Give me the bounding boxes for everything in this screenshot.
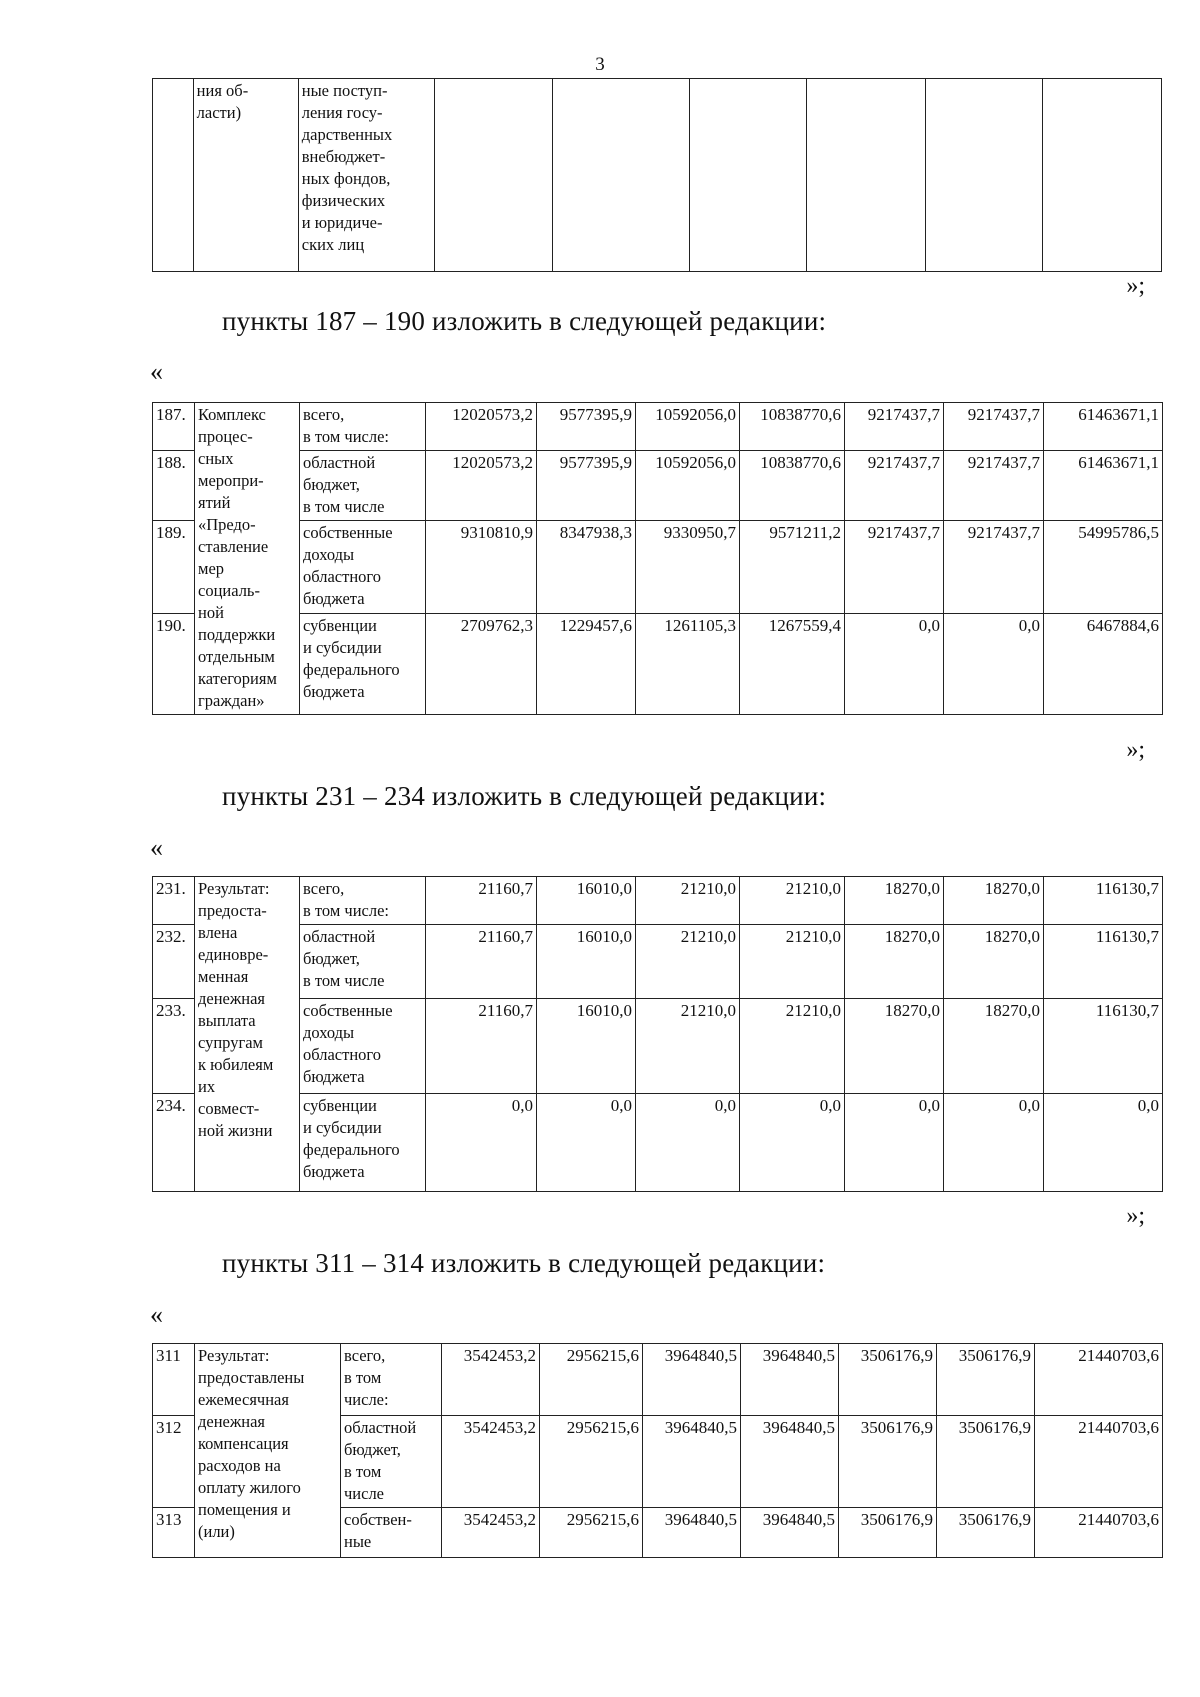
- text-line: в том: [344, 1368, 382, 1387]
- text-line: влена: [198, 923, 238, 942]
- row-index: 234.: [153, 1094, 195, 1192]
- value-cell: 1267559,4: [740, 614, 845, 715]
- text-line: меропри-: [198, 471, 264, 490]
- text-line: оплату жилого: [198, 1478, 301, 1497]
- value-cell: 0,0: [537, 1094, 636, 1192]
- value-cell: 16010,0: [537, 877, 636, 925]
- text-line: областного: [303, 567, 382, 586]
- text-line: процес-: [198, 427, 253, 446]
- value-cell: 3964840,5: [741, 1344, 839, 1416]
- value-cell: 16010,0: [537, 925, 636, 999]
- row-label: [341, 1344, 442, 1416]
- text-line: предоста-: [198, 901, 267, 920]
- value-cell: 3964840,5: [643, 1508, 741, 1558]
- text-line: федерального: [303, 660, 400, 679]
- value-cell: 9217437,7: [944, 451, 1044, 521]
- value-cell: 18270,0: [944, 877, 1044, 925]
- text-line: бюджета: [303, 589, 365, 608]
- text-line: компенсация: [198, 1434, 289, 1453]
- value-cell: 21210,0: [636, 925, 740, 999]
- value-cell: 9217437,7: [845, 403, 944, 451]
- text-line: внебюджет-: [301, 147, 386, 166]
- text-line: областного: [303, 1045, 382, 1064]
- closing-quote: »;: [1126, 1203, 1145, 1229]
- section-heading-231-234: пункты 231 – 234 изложить в следующей редакции:: [222, 781, 827, 811]
- value-cell: 9577395,9: [537, 451, 636, 521]
- value-cell: 3964840,5: [643, 1416, 741, 1508]
- value-cell: 21210,0: [740, 925, 845, 999]
- value-cell: 3506176,9: [839, 1416, 937, 1508]
- value-cell: 18270,0: [845, 925, 944, 999]
- value-cell: 21160,7: [426, 999, 537, 1094]
- text-line: ласти): [196, 103, 242, 122]
- value-cell: 10592056,0: [636, 451, 740, 521]
- value-cell: 1229457,6: [537, 614, 636, 715]
- text-line: «Предо-: [198, 515, 256, 534]
- row-description: [195, 1344, 341, 1558]
- value-cell: 3542453,2: [442, 1508, 540, 1558]
- text-line: предоставлены: [198, 1368, 305, 1387]
- text-line: поддержки: [198, 625, 276, 644]
- text-line: бюджета: [303, 1162, 365, 1181]
- top-receipts-cell: [298, 79, 435, 272]
- row-label: [341, 1416, 442, 1508]
- value-cell: 116130,7: [1044, 999, 1163, 1094]
- text-line: менная: [198, 967, 249, 986]
- text-line: собствен-: [344, 1510, 412, 1529]
- value-cell: 16010,0: [537, 999, 636, 1094]
- value-cell: 18270,0: [944, 925, 1044, 999]
- value-cell: 6467884,6: [1044, 614, 1163, 715]
- top-region-cell: [193, 79, 298, 272]
- text-line: социаль-: [198, 581, 260, 600]
- row-index: 312: [153, 1416, 195, 1508]
- value-cell: 2709762,3: [426, 614, 537, 715]
- opening-quote: «: [150, 357, 163, 386]
- row-label: [341, 1508, 442, 1558]
- text-line: в том числе:: [303, 427, 390, 446]
- top-empty-cell: [153, 79, 194, 272]
- top-continuation-table: [152, 78, 1162, 272]
- text-line: мер: [198, 559, 225, 578]
- value-cell: 3964840,5: [741, 1508, 839, 1558]
- value-cell: 9217437,7: [944, 403, 1044, 451]
- value-cell: 3542453,2: [442, 1416, 540, 1508]
- text-line: числе: [344, 1484, 385, 1503]
- text-line: бюджета: [303, 682, 365, 701]
- value-cell: 12020573,2: [426, 451, 537, 521]
- row-index: 311: [153, 1344, 195, 1416]
- text-line: (или): [198, 1522, 235, 1541]
- value-cell: 116130,7: [1044, 925, 1163, 999]
- text-line: Результат:: [198, 1346, 270, 1365]
- text-line: Комплекс: [198, 405, 266, 424]
- row-index: 189.: [153, 521, 195, 614]
- value-cell: 21210,0: [636, 999, 740, 1094]
- text-line: физических: [301, 191, 386, 210]
- section-heading-187-190: пункты 187 – 190 изложить в следующей редакции:: [222, 306, 827, 336]
- value-cell: 8347938,3: [537, 521, 636, 614]
- section-heading-311-314: пункты 311 – 314 изложить в следующей редакции:: [222, 1248, 826, 1278]
- closing-quote: »;: [1126, 273, 1145, 299]
- text-line: субвенции: [303, 1096, 377, 1115]
- value-cell: 3506176,9: [839, 1344, 937, 1416]
- value-cell: 3964840,5: [643, 1344, 741, 1416]
- value-cell: 12020573,2: [426, 403, 537, 451]
- value-cell: 10838770,6: [740, 403, 845, 451]
- text-line: ные поступ-: [301, 81, 388, 100]
- row-index: 233.: [153, 999, 195, 1094]
- text-line: собственные: [303, 1001, 393, 1020]
- top-empty-cell: [807, 79, 926, 272]
- value-cell: 9330950,7: [636, 521, 740, 614]
- page-number: 3: [595, 54, 605, 75]
- text-line: областной: [303, 453, 376, 472]
- text-line: ления госу-: [301, 103, 383, 122]
- text-line: граждан»: [198, 691, 265, 710]
- text-line: денежная: [198, 989, 266, 1008]
- top-empty-cell: [1043, 79, 1162, 272]
- value-cell: 0,0: [845, 1094, 944, 1192]
- value-cell: 2956215,6: [540, 1344, 643, 1416]
- value-cell: 9571211,2: [740, 521, 845, 614]
- text-line: сных: [198, 449, 234, 468]
- value-cell: 0,0: [845, 614, 944, 715]
- row-index: 188.: [153, 451, 195, 521]
- text-line: областной: [344, 1418, 417, 1437]
- text-line: единовре-: [198, 945, 269, 964]
- text-line: в том: [344, 1462, 382, 1481]
- row-index: 190.: [153, 614, 195, 715]
- text-line: ной жизни: [198, 1121, 273, 1140]
- value-cell: 0,0: [740, 1094, 845, 1192]
- text-line: и юридиче-: [301, 213, 383, 232]
- table-187-190: [152, 402, 1163, 715]
- value-cell: 21440703,6: [1035, 1344, 1163, 1416]
- value-cell: 10838770,6: [740, 451, 845, 521]
- value-cell: 9577395,9: [537, 403, 636, 451]
- value-cell: 3964840,5: [741, 1416, 839, 1508]
- text-line: ной: [198, 603, 224, 622]
- row-label: [300, 877, 426, 925]
- value-cell: 21440703,6: [1035, 1508, 1163, 1558]
- row-description: [195, 877, 300, 1192]
- value-cell: 3542453,2: [442, 1344, 540, 1416]
- row-label: [300, 403, 426, 451]
- text-line: всего,: [303, 879, 345, 898]
- value-cell: 54995786,5: [1044, 521, 1163, 614]
- text-line: ния об-: [196, 81, 249, 100]
- text-line: бюджет,: [303, 949, 360, 968]
- text-line: бюджет,: [344, 1440, 401, 1459]
- text-line: расходов на: [198, 1456, 281, 1475]
- text-line: в том числе:: [303, 901, 390, 920]
- row-label: [300, 521, 426, 614]
- text-line: собственные: [303, 523, 393, 542]
- text-line: ставление: [198, 537, 269, 556]
- value-cell: 21210,0: [740, 999, 845, 1094]
- row-index: 313: [153, 1508, 195, 1558]
- text-line: Результат:: [198, 879, 270, 898]
- value-cell: 0,0: [426, 1094, 537, 1192]
- text-line: их: [198, 1077, 216, 1096]
- text-line: отдельным: [198, 647, 275, 666]
- text-line: ных фондов,: [301, 169, 391, 188]
- text-line: денежная: [198, 1412, 266, 1431]
- text-line: в том числе: [303, 971, 385, 990]
- text-line: областной: [303, 927, 376, 946]
- value-cell: 21210,0: [636, 877, 740, 925]
- row-label: [300, 451, 426, 521]
- row-description: [195, 403, 300, 715]
- text-line: и субсидии: [303, 1118, 382, 1137]
- text-line: числе:: [344, 1390, 389, 1409]
- text-line: бюджет,: [303, 475, 360, 494]
- value-cell: 3506176,9: [839, 1508, 937, 1558]
- value-cell: 21210,0: [740, 877, 845, 925]
- text-line: доходы: [303, 1023, 355, 1042]
- opening-quote: «: [150, 1300, 163, 1329]
- value-cell: 18270,0: [944, 999, 1044, 1094]
- value-cell: 0,0: [1044, 1094, 1163, 1192]
- value-cell: 0,0: [636, 1094, 740, 1192]
- text-line: доходы: [303, 545, 355, 564]
- row-index: 232.: [153, 925, 195, 999]
- value-cell: 9310810,9: [426, 521, 537, 614]
- opening-quote: «: [150, 833, 163, 862]
- top-empty-cell: [435, 79, 553, 272]
- value-cell: 21160,7: [426, 925, 537, 999]
- text-line: и субсидии: [303, 638, 382, 657]
- value-cell: 18270,0: [845, 999, 944, 1094]
- row-label: [300, 614, 426, 715]
- text-line: к юбилеям: [198, 1055, 274, 1074]
- value-cell: 2956215,6: [540, 1508, 643, 1558]
- top-empty-cell: [925, 79, 1043, 272]
- value-cell: 3506176,9: [937, 1416, 1035, 1508]
- text-line: в том числе: [303, 497, 385, 516]
- top-empty-cell: [552, 79, 689, 272]
- value-cell: 10592056,0: [636, 403, 740, 451]
- text-line: совмест-: [198, 1099, 260, 1118]
- value-cell: 61463671,1: [1044, 403, 1163, 451]
- text-line: ежемесячная: [198, 1390, 289, 1409]
- text-line: ные: [344, 1532, 372, 1551]
- text-line: ятий: [198, 493, 231, 512]
- text-line: субвенции: [303, 616, 377, 635]
- text-line: всего,: [344, 1346, 386, 1365]
- row-label: [300, 999, 426, 1094]
- value-cell: 18270,0: [845, 877, 944, 925]
- text-line: ских лиц: [301, 235, 365, 254]
- text-line: федерального: [303, 1140, 400, 1159]
- value-cell: 2956215,6: [540, 1416, 643, 1508]
- row-index: 187.: [153, 403, 195, 451]
- value-cell: 9217437,7: [845, 451, 944, 521]
- row-label: [300, 1094, 426, 1192]
- row-label: [300, 925, 426, 999]
- value-cell: 9217437,7: [845, 521, 944, 614]
- value-cell: 3506176,9: [937, 1344, 1035, 1416]
- text-line: выплата: [198, 1011, 256, 1030]
- value-cell: 0,0: [944, 1094, 1044, 1192]
- row-index: 231.: [153, 877, 195, 925]
- value-cell: 116130,7: [1044, 877, 1163, 925]
- value-cell: 0,0: [944, 614, 1044, 715]
- text-line: бюджета: [303, 1067, 365, 1086]
- table-231-234: [152, 876, 1163, 1192]
- text-line: супругам: [198, 1033, 264, 1052]
- value-cell: 9217437,7: [944, 521, 1044, 614]
- value-cell: 61463671,1: [1044, 451, 1163, 521]
- text-line: всего,: [303, 405, 345, 424]
- value-cell: 21160,7: [426, 877, 537, 925]
- top-empty-cell: [689, 79, 807, 272]
- closing-quote: »;: [1126, 737, 1145, 763]
- text-line: категориям: [198, 669, 277, 688]
- text-line: помещения и: [198, 1500, 291, 1519]
- table-311-314: [152, 1343, 1163, 1558]
- text-line: дарственных: [301, 125, 393, 144]
- value-cell: 3506176,9: [937, 1508, 1035, 1558]
- value-cell: 21440703,6: [1035, 1416, 1163, 1508]
- value-cell: 1261105,3: [636, 614, 740, 715]
